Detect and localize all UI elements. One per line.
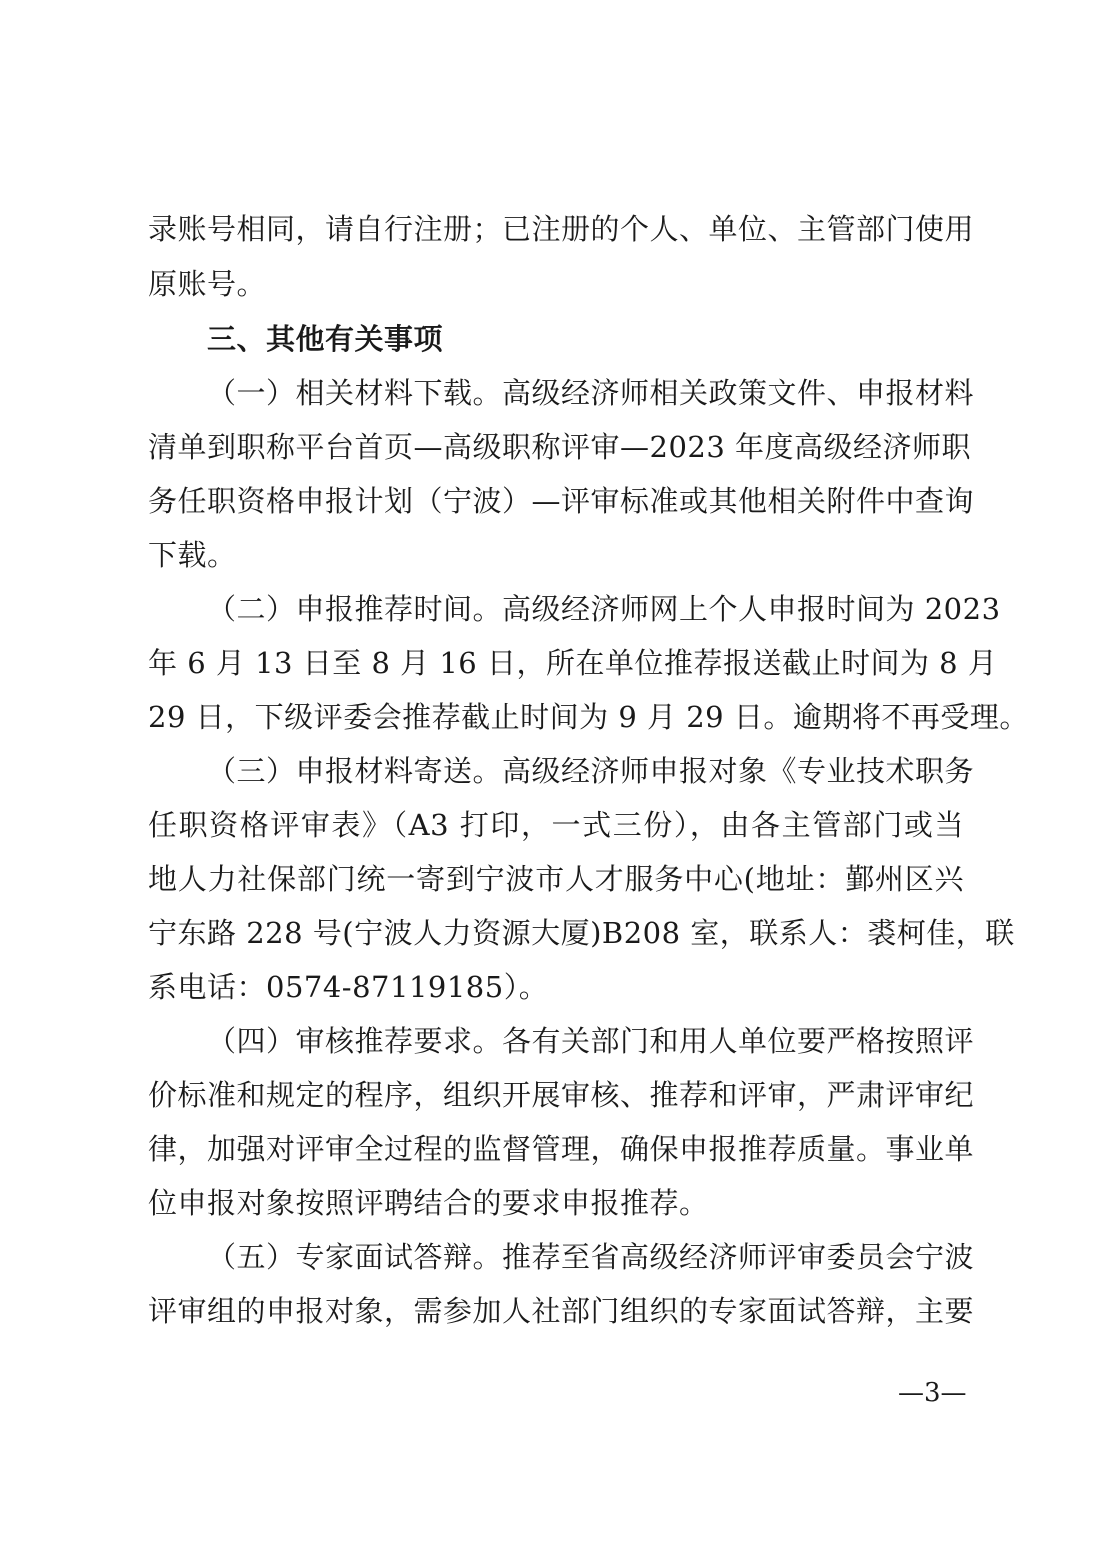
page-number: —3— — [898, 1378, 967, 1408]
paragraph-first-line: （三）申报材料寄送。高级经济师申报对象《专业技术职务 — [207, 754, 975, 788]
section-heading: 三、其他有关事项 — [207, 322, 444, 356]
body-text-line: 务任职资格申报计划（宁波）—评审标准或其他相关附件中查询 — [148, 484, 975, 518]
body-text-line: 清单到职称平台首页—高级职称评审—2023 年度高级经济师职 — [148, 430, 972, 464]
paragraph-first-line: （一）相关材料下载。高级经济师相关政策文件、申报材料 — [207, 376, 975, 410]
body-text-line: 原账号。 — [148, 267, 267, 301]
body-text-line: 录账号相同，请自行注册；已注册的个人、单位、主管部门使用 — [148, 212, 975, 246]
body-text-line: 年 6 月 13 日至 8 月 16 日，所在单位推荐报送截止时间为 8 月 — [148, 646, 998, 680]
body-text-line: 评审组的申报对象，需参加人社部门组织的专家面试答辩，主要 — [148, 1294, 975, 1328]
body-text-line: 任职资格评审表》（A3 打印，一式三份），由各主管部门或当 — [148, 808, 964, 842]
body-text-line: 律，加强对评审全过程的监督管理，确保申报推荐质量。事业单 — [148, 1132, 975, 1166]
paragraph-first-line: （四）审核推荐要求。各有关部门和用人单位要严格按照评 — [207, 1024, 975, 1058]
body-text-line: 系电话：0574-87119185）。 — [148, 970, 549, 1004]
body-text-line: 地人力社保部门统一寄到宁波市人才服务中心(地址：鄞州区兴 — [148, 862, 964, 896]
paragraph-first-line: （二）申报推荐时间。高级经济师网上个人申报时间为 2023 — [207, 592, 1001, 626]
body-text-line: 下载。 — [148, 538, 237, 572]
body-text-line: 位申报对象按照评聘结合的要求申报推荐。 — [148, 1186, 709, 1220]
body-text-line: 价标准和规定的程序，组织开展审核、推荐和评审，严肃评审纪 — [148, 1078, 975, 1112]
body-text-line: 宁东路 228 号(宁波人力资源大厦)B208 室，联系人：裘柯佳，联 — [148, 916, 1015, 950]
body-text-line: 29 日，下级评委会推荐截止时间为 9 月 29 日。逾期将不再受理。 — [148, 700, 1029, 734]
paragraph-first-line: （五）专家面试答辩。推荐至省高级经济师评审委员会宁波 — [207, 1240, 975, 1274]
